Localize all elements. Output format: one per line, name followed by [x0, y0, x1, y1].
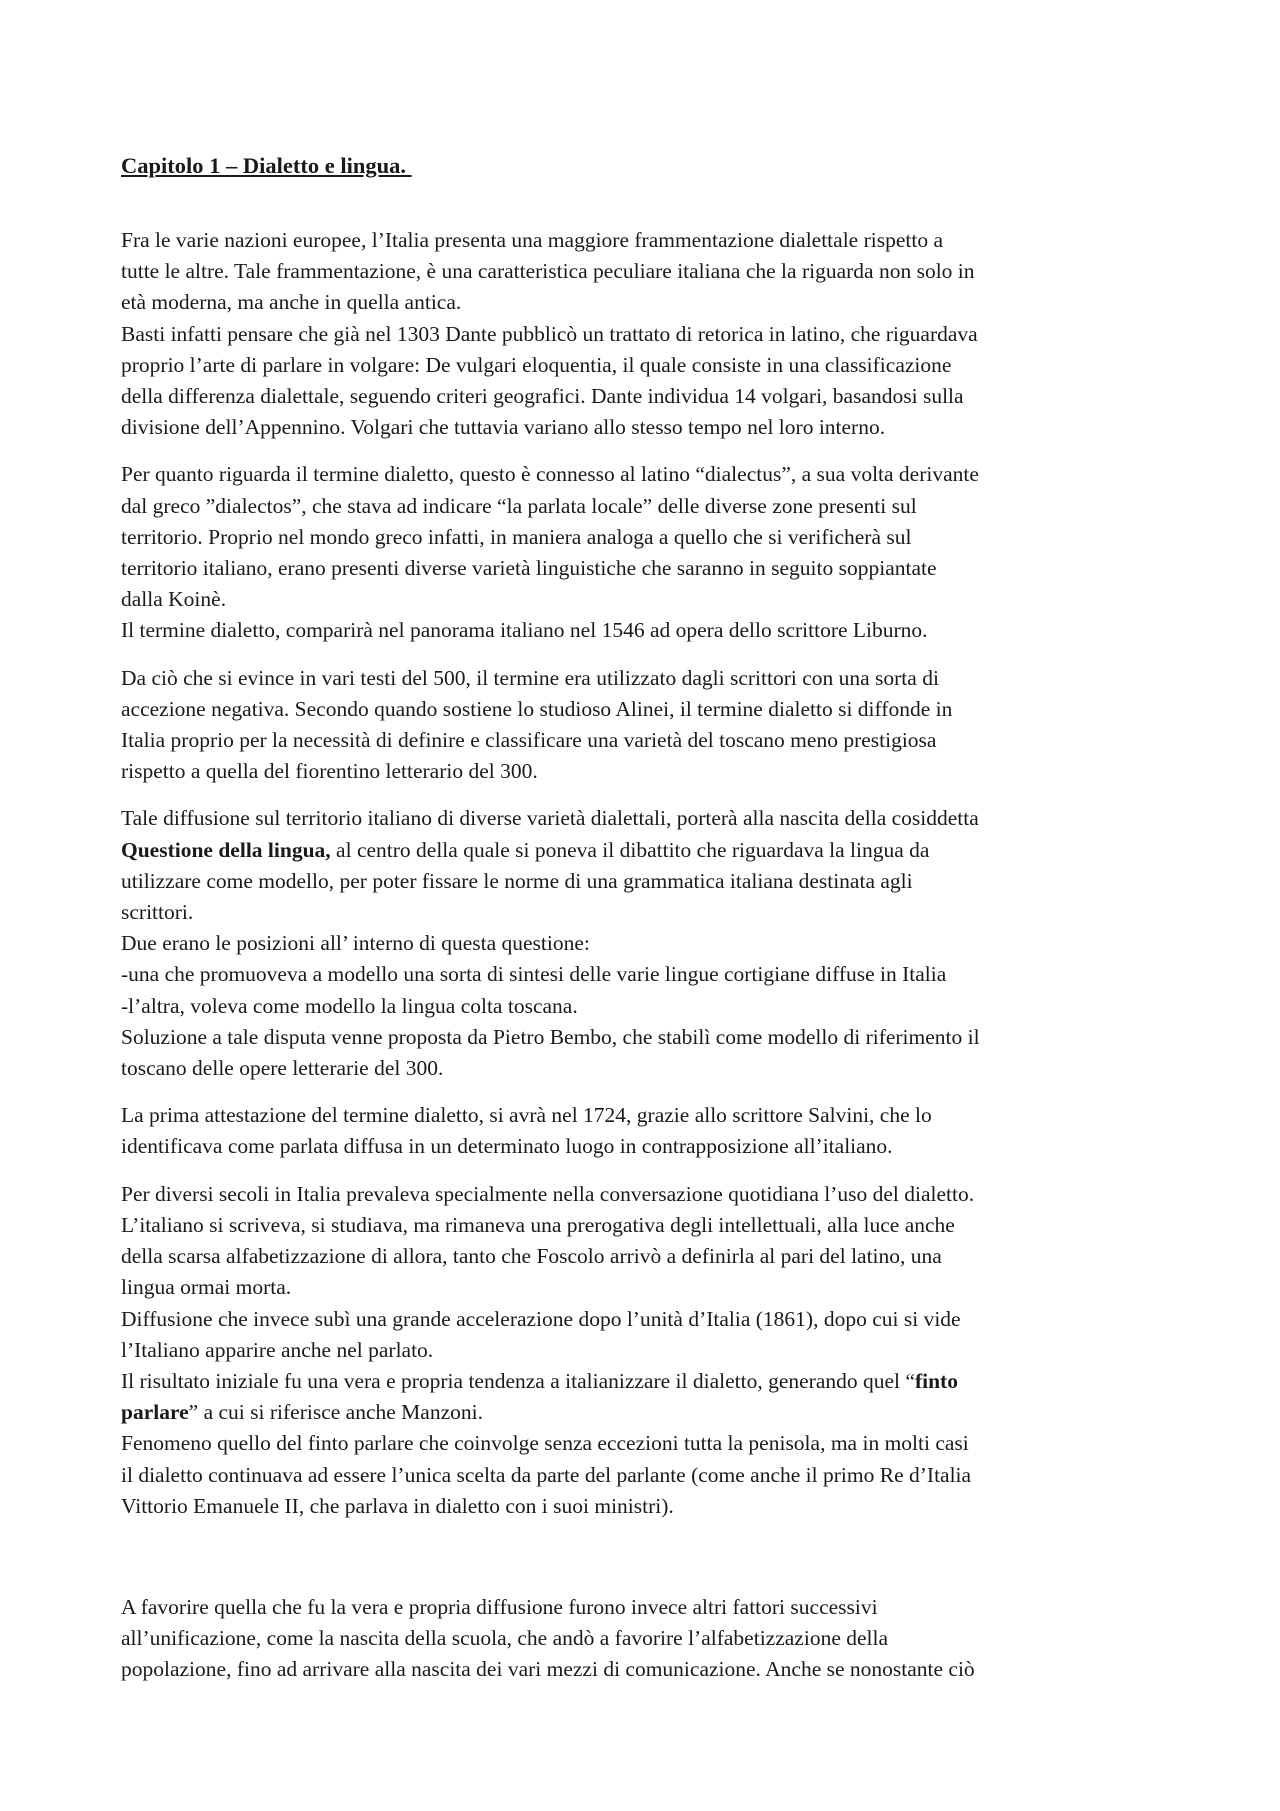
paragraph-3 [121, 663, 1171, 788]
text-line: tutte le altre. Tale frammentazione, è una caratteristica peculiare italiana che la riguarda non solo in [121, 259, 975, 284]
text-line: Per diversi secoli in Italia prevaleva specialmente nella conversazione quotidiana l’uso del dialetto. [121, 1181, 975, 1206]
text-line: all’unificazione, come la nascita della scuola, che andò a favorire l’alfabetizzazione della [121, 1626, 889, 1651]
paragraph-4 [121, 803, 1171, 1084]
paragraph-6 [121, 1179, 1171, 1522]
bold-term: Questione della lingua, [121, 837, 331, 862]
text-line: dalla Koinè. [121, 587, 227, 612]
text-line: Fra le varie nazioni europee, l’Italia presenta una maggiore frammentazione dialettale rispetto a [121, 228, 943, 252]
text-line: Due erano le posizioni all’ interno di questa questione: [121, 931, 590, 956]
text-line: dal greco ”dialectos”, che stava ad indicare “la parlata locale” delle diverse zone presenti sul [121, 493, 917, 518]
text-line [121, 835, 1171, 866]
text-line: Per quanto riguarda il termine dialetto, questo è connesso al latino “dialectus”, a sua volta derivante [121, 462, 979, 487]
text-line: Basti infatti pensare che già nel 1303 Dante pubblicò un trattato di retorica in latino, che riguardava [121, 321, 978, 346]
text-line: Soluzione a tale disputa venne proposta da Pietro Bembo, che stabilì come modello di riferimento il [121, 1024, 980, 1049]
text-line: -l’altra, voleva come modello la lingua colta toscana. [121, 993, 578, 1018]
text-line: lingua ormai morta. [121, 1275, 292, 1300]
paragraph-2 [121, 459, 1171, 646]
bold-term: parlare [121, 1400, 189, 1425]
text-line: -una che promuoveva a modello una sorta di sintesi delle varie lingue cortigiane diffuse in Italia [121, 962, 947, 987]
text-line: della scarsa alfabetizzazione di allora, tanto che Foscolo arrivò a definirla al pari del latino, una [121, 1244, 942, 1269]
text-line: proprio l’arte di parlare in volgare: De vulgari eloquentia, il quale consiste in una classificazione [121, 352, 952, 377]
text-line: Tale diffusione sul territorio italiano di diverse varietà dialettali, porterà alla nascita della cosiddetta [121, 806, 979, 831]
text-line: Il termine dialetto, comparirà nel panorama italiano nel 1546 ad opera dello scrittore Liburno. [121, 618, 928, 643]
text-line: Fenomeno quello del finto parlare che coinvolge senza eccezioni tutta la penisola, ma in molti casi [121, 1431, 969, 1456]
blank-space [121, 1538, 1171, 1592]
chapter-title: Capitolo 1 – Dialetto e lingua. [121, 153, 412, 178]
text-line: divisione dell’Appennino. Volgari che tuttavia variano allo stesso tempo nel loro interno. [121, 415, 886, 440]
text-line: toscano delle opere letterarie del 300. [121, 1056, 444, 1081]
text-line: territorio italiano, erano presenti diverse varietà linguistiche che saranno in seguito soppiantate [121, 556, 937, 581]
text-span: al centro della quale si poneva il dibattito che riguardava la lingua da [330, 837, 930, 862]
text-line: Italia proprio per la necessità di definire e classificare una varietà del toscano meno prestigiosa [121, 728, 937, 753]
text-line: l’Italiano apparire anche nel parlato. [121, 1337, 434, 1362]
text-line: scrittori. [121, 900, 194, 925]
bold-term: finto [914, 1368, 958, 1393]
text-line: accezione negativa. Secondo quando sostiene lo studioso Alinei, il termine dialetto si diffonde in [121, 696, 953, 721]
paragraph-1 [121, 225, 1171, 443]
text-line: popolazione, fino ad arrivare alla nascita dei vari mezzi di comunicazione. Anche se nonostante ciò [121, 1657, 975, 1682]
text-line: utilizzare come modello, per poter fissare le norme di una grammatica italiana destinata agli [121, 868, 913, 893]
text-span: Il risultato iniziale fu una vera e propria tendenza a italianizzare il dialetto, generando quel “ [121, 1368, 915, 1393]
text-line: territorio. Proprio nel mondo greco infatti, in maniera analoga a quello che si verificherà sul [121, 524, 912, 549]
text-line: Da ciò che si evince in vari testi del 500, il termine era utilizzato dagli scrittori con una sorta di [121, 665, 939, 690]
document-body [121, 150, 1171, 1702]
text-line: Vittorio Emanuele II, che parlava in dialetto con i suoi ministri). [121, 1493, 674, 1518]
text-line [121, 1366, 1171, 1397]
text-line: A favorire quella che fu la vera e propria diffusione furono invece altri fattori successivi [121, 1594, 878, 1619]
text-line [121, 1397, 1171, 1428]
text-line: rispetto a quella del fiorentino letterario del 300. [121, 759, 538, 784]
text-span: ” a cui si riferisce anche Manzoni. [188, 1400, 483, 1425]
text-line: età moderna, ma anche in quella antica. [121, 290, 462, 315]
text-line: il dialetto continuava ad essere l’unica scelta da parte del parlante (come anche il primo Re d’Italia [121, 1462, 972, 1487]
text-line: della differenza dialettale, seguendo criteri geografici. Dante individua 14 volgari, basandosi sulla [121, 384, 964, 409]
paragraph-7 [121, 1592, 1171, 1686]
text-line: L’italiano si scriveva, si studiava, ma rimaneva una prerogativa degli intellettuali, alla luce anche [121, 1212, 955, 1237]
text-line: identificava come parlata diffusa in un determinato luogo in contrapposizione all’italiano. [121, 1134, 893, 1159]
text-line: Diffusione che invece subì una grande accelerazione dopo l’unità d’Italia (1861), dopo cui si vide [121, 1306, 961, 1331]
text-line: La prima attestazione del termine dialetto, si avrà nel 1724, grazie allo scrittore Salvini, che lo [121, 1103, 932, 1128]
paragraph-5 [121, 1100, 1171, 1162]
